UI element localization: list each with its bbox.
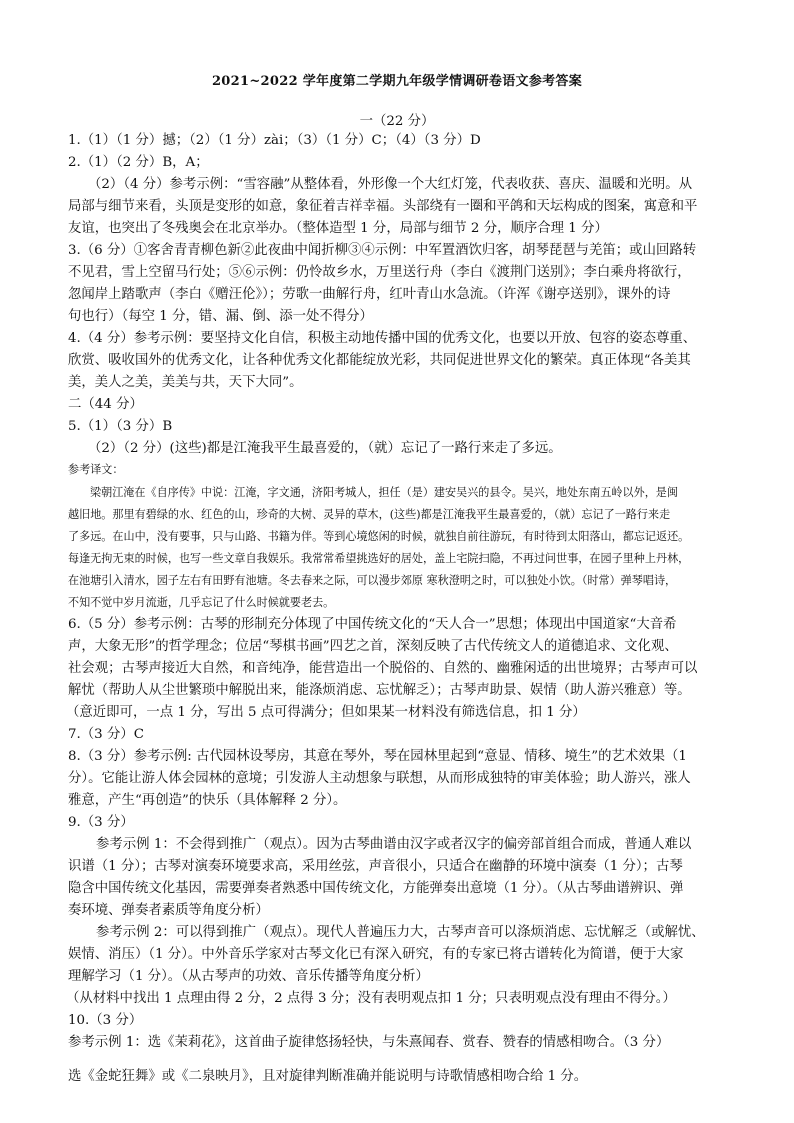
answer-line: （2）（2 分）(这些)都是江淹我平生最喜爱的，（就）忘记了一路行来走了多远。 [88,441,562,456]
answer-line: 识谱（1 分）；古琴对演奏环境要求高，采用丝弦，声音很小，只适合在幽静的环境中演奏（1 分）；古琴 [68,859,683,874]
answer-line: 欣赏、吸收国外的优秀文化，让各种优秀文化都能绽放光彩，共同促进世界文化的繁荣。真正体现“各美其 [68,353,691,368]
answer-line: 娱情、消压）（1 分）。中外音乐学家对古琴文化已有深入研究，有的专家已将古谱转化为简谱，便于大家 [68,947,684,962]
answer-line: （从材料中找出 1 点理由得 2 分，2 点得 3 分；没有表明观点扣 1 分；只表明观点没有理由不得分。） [66,991,676,1006]
answer-line: 10.（3 分） [68,1013,143,1028]
answer-line: 在池塘引入清水，园子左右有田野有池塘。冬去春来之际，可以漫步郊原 寒秋澄明之时，可以独处小饮。（时常）弹琴唱诗， [68,574,677,587]
answer-line: 二（44 分） [68,397,143,412]
answer-line: 8.（3 分）参考示例: 古代园林设琴房，其意在琴外，琴在园林里起到“意显、情移、境生”的艺术效果（1 [68,749,687,764]
answer-line: 分）。它能让游人体会园林的意境；引发游人主动想象与联想，从而形成独特的审美体验；助人游兴，涨人 [68,771,691,786]
answer-line: 参考示例 1：选《茉莉花》，这首曲子旋律悠扬轻快，与朱熹闻春、赏春、赞春的情感相吻合。（3 分） [68,1035,670,1050]
answer-line: 社会观；古琴声接近大自然，和音纯净，能营造出一个脱俗的、自然的、幽雅闲适的出世境界；古琴声可以 [68,661,698,676]
answer-line: 6.（5 分）参考示例：古琴的形制充分体现了中国传统文化的“天人合一”思想；体现出中国道家“大音希 [68,617,677,632]
answer-line: 7.（3 分）C [68,727,144,742]
answer-line: 局部与细节来看，头顶是变形的如意，象征着吉祥幸福。头部绕有一圈和平鸽和天坛构成的图案，寓意和平 [68,199,698,214]
answer-line: （意近即可，一点 1 分，写出 5 点可得满分；但如果某一材料没有筛选信息，扣 1 分） [66,705,586,720]
answer-line: 梁朝江淹在《自序传》中说：江淹，字文通，济阳考城人，担任（是）建安吴兴的县令。吴兴，地处东南五岭以外，是闽 [90,486,678,499]
answer-line: 理解学习（1 分）。（从古琴声的功效、音乐传播等角度分析） [68,969,429,984]
answer-line: 越旧地。那里有碧绿的水、红色的山，珍奇的大树、灵异的草木，(这些)都是江淹我平生最喜爱的，（就）忘记了一路行来走 [68,508,671,521]
answer-line: 奏环境、弹奏者素质等角度分析） [68,903,269,918]
answer-line: 了多远。在山中，没有要事，只与山路、书籍为伴。等到心境悠闲的时候，就独自前往游玩，有时待到太阳落山，都忘记返还。 [68,530,690,543]
answer-line: 不见君，雪上空留马行处；⑤⑥示例：仍怜故乡水，万里送行舟（李白《渡荆门送别》；李白乘舟将欲行， [68,265,691,280]
answer-line: （2）（4 分）参考示例：“雪容融”从整体看，外形像一个大红灯笼，代表收获、喜庆、温暖和光明。从 [88,177,693,192]
answer-line: 解忧（帮助人从尘世繁琐中解脱出来，能涤烦消虑、忘忧解乏）；古琴声助景、娱情（助人游兴雅意）等。 [68,683,691,698]
section-heading: 一（22 分） [359,114,435,129]
answer-line: 参考译文： [68,463,124,476]
answer-line: 雅意，产生“再创造”的快乐（具体解释 2 分）。 [68,793,347,808]
answer-line: 声，大象无形”的哲学理念；位居“琴棋书画”四艺之首，深刻反映了古代传统文人的道德追求、文化观、 [68,639,678,654]
answer-line: 4.（4 分）参考示例：要坚持文化自信，积极主动地传播中国的优秀文化，也要以开放、包容的姿态尊重、 [68,331,697,346]
answer-line: 句也行）（每空 1 分，错、漏、倒、添一处不得分） [68,309,373,324]
answer-line: 忽闻岸上踏歌声（李白《赠汪伦》）；劳歌一曲解行舟，红叶青山水急流。（许浑《谢亭送别》，课外的诗 [68,287,671,302]
answer-line: 不知不觉中岁月流逝，几乎忘记了什么时候就要老去。 [68,596,335,609]
answer-line: 3.（6 分）①客舍青青柳色新②此夜曲中闻折柳③④示例：中军置酒饮归客，胡琴琵琶与羌笛；或山回路转 [68,243,697,258]
answer-line: 每逢无拘无束的时候，也写一些文章自我娱乐。我常常希望挑选好的居处，盖上宅院扫隐，不再过问世事，在园子里种上丹林， [68,552,690,565]
answer-line: 1.（1）（1 分）撼；（2）（1 分）zài；（3）（1 分）C；（4）（3 分）D [68,133,481,148]
answer-line: 隐含中国传统文化基因，需要弹奏者熟悉中国传统文化，方能弹奏出意境（1 分）。（从古琴曲谱辨识、弹 [68,881,684,896]
answer-line: 参考示例 2：可以得到推广（观点）。现代人普遍压力大，古琴声音可以涤烦消虑、忘忧解乏（或解忧、 [96,925,705,940]
answer-line: 2.（1）（2 分）B，A； [68,155,209,170]
answer-line: 选《金蛇狂舞》或《二泉映月》，且对旋律判断准确并能说明与诗歌情感相吻合给 1 分。 [68,1069,588,1084]
answer-line: 美，美人之美，美美与共，天下大同”。 [68,375,303,390]
answer-line: 参考示例 1：不会得到推广（观点）。因为古琴曲谱由汉字或者汉字的偏旁部首组合而成，普通人难以 [96,837,692,852]
page-title: 2021~2022 学年度第二学期九年级学情调研卷语文参考答案 [211,74,583,89]
answer-line: 友谊，也突出了冬残奥会在北京举办。（整体造型 1 分，局部与细节 2 分，顺序合理 1 分） [68,221,608,236]
answer-line: 9.（3 分） [68,815,134,830]
answer-line: 5.（1）（3 分）B [68,419,173,434]
